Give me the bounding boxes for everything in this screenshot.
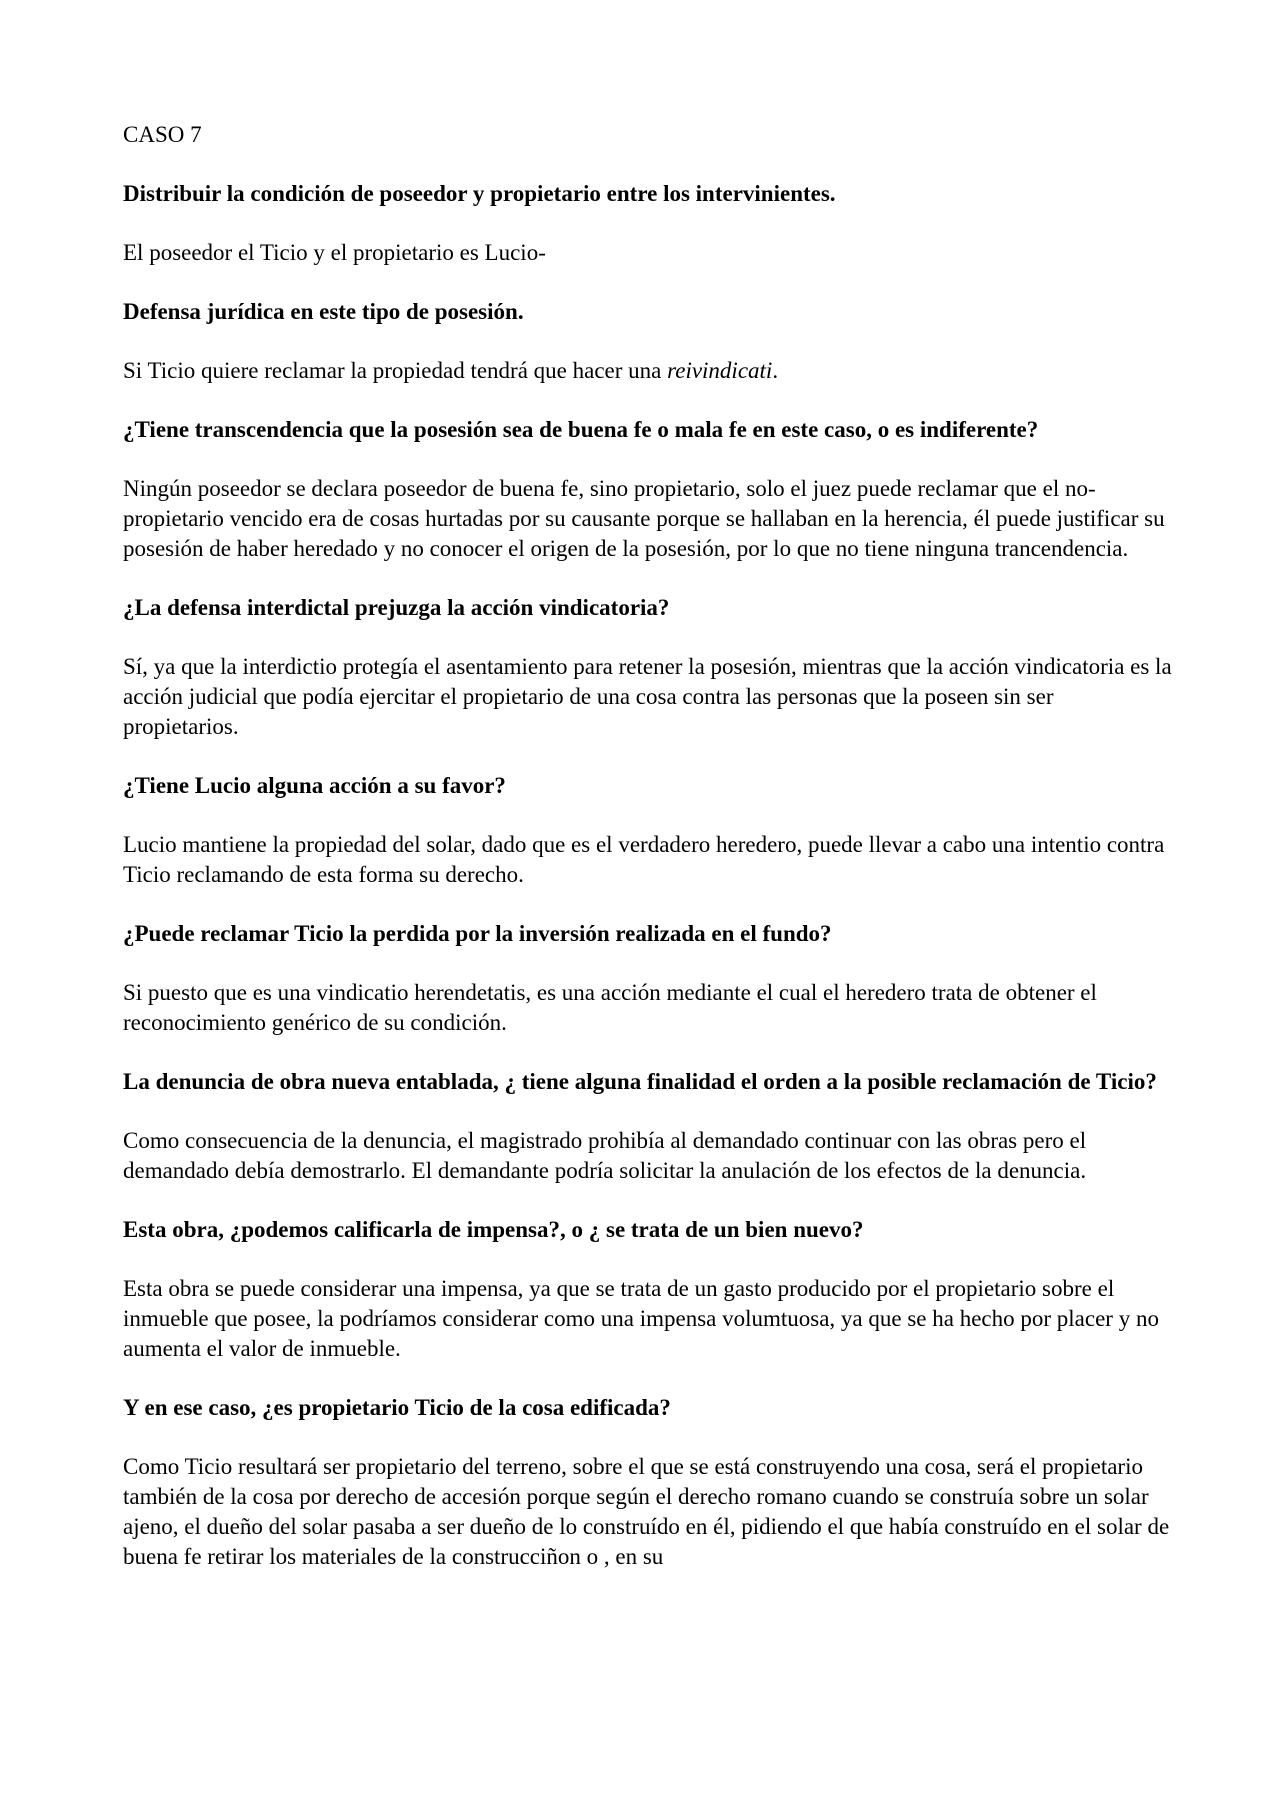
question-6: ¿Puede reclamar Ticio la perdida por la inversión realizada en el fundo?	[123, 921, 832, 946]
answer-2	[123, 356, 1173, 386]
answer-5: Lucio mantiene la propiedad del solar, dado que es el verdadero heredero, puede llevar a cabo una intentio contra Ticio reclamando de esta forma su derecho.	[123, 832, 1165, 887]
answer-2-italic-term: reivindicati	[667, 358, 773, 383]
question-9: Y en ese caso, ¿es propietario Ticio de la cosa edificada?	[123, 1395, 671, 1420]
question-4: ¿La defensa interdictal prejuzga la acción vindicatoria?	[123, 595, 670, 620]
case-title: CASO 7	[123, 122, 202, 147]
answer-3: Ningún poseedor se declara poseedor de buena fe, sino propietario, solo el juez puede reclamar que el no-propietario vencido era de cosas hurtadas por su causante porque se hallaban en la herencia, él puede justificar su posesión de haber heredado y no conocer el origen de la posesión, por lo que no tiene ninguna trancendencia.	[123, 476, 1165, 561]
question-2: Defensa jurídica en este tipo de posesión.	[123, 299, 524, 324]
answer-1: El poseedor el Ticio y el propietario es Lucio-	[123, 240, 546, 265]
question-5: ¿Tiene Lucio alguna acción a su favor?	[123, 773, 506, 798]
question-1: Distribuir la condición de poseedor y propietario entre los intervinientes.	[123, 181, 836, 206]
question-3: ¿Tiene transcendencia que la posesión sea de buena fe o mala fe en este caso, o es indiferente?	[123, 417, 1039, 442]
answer-6: Si puesto que es una vindicatio herendetatis, es una acción mediante el cual el heredero trata de obtener el reconocimiento genérico de su condición.	[123, 980, 1097, 1035]
document-page	[123, 120, 1173, 1601]
answer-2-period: .	[772, 358, 779, 383]
question-7: La denuncia de obra nueva entablada, ¿ tiene alguna finalidad el orden a la posible reclamación de Ticio?	[123, 1069, 1157, 1094]
answer-8: Esta obra se puede considerar una impensa, ya que se trata de un gasto producido por el propietario sobre el inmueble que posee, la podríamos considerar como una impensa volumtuosa, ya que se ha hecho por placer y no aumenta el valor de inmueble.	[123, 1276, 1159, 1361]
answer-7: Como consecuencia de la denuncia, el magistrado prohibía al demandado continuar con las obras pero el demandado debía demostrarlo. El demandante podría solicitar la anulación de los efectos de la denuncia.	[123, 1128, 1087, 1183]
question-8: Esta obra, ¿podemos calificarla de impensa?, o ¿ se trata de un bien nuevo?	[123, 1217, 864, 1242]
answer-9: Como Ticio resultará ser propietario del terreno, sobre el que se está construyendo una cosa, será el propietario también de la cosa por derecho de accesión porque según el derecho romano cuando se construía sobre un solar ajeno, el dueño del solar pasaba a ser dueño de lo construído en él, pidiendo el que había construído en el solar de buena fe retirar los materiales de la construcciñon o , en su	[123, 1454, 1170, 1569]
answer-2-text: Si Ticio quiere reclamar la propiedad tendrá que hacer una	[123, 358, 668, 383]
answer-4: Sí, ya que la interdictio protegía el asentamiento para retener la posesión, mientras que la acción vindicatoria es la acción judicial que podía ejercitar el propietario de una cosa contra las personas que la poseen sin ser propietarios.	[123, 654, 1172, 739]
